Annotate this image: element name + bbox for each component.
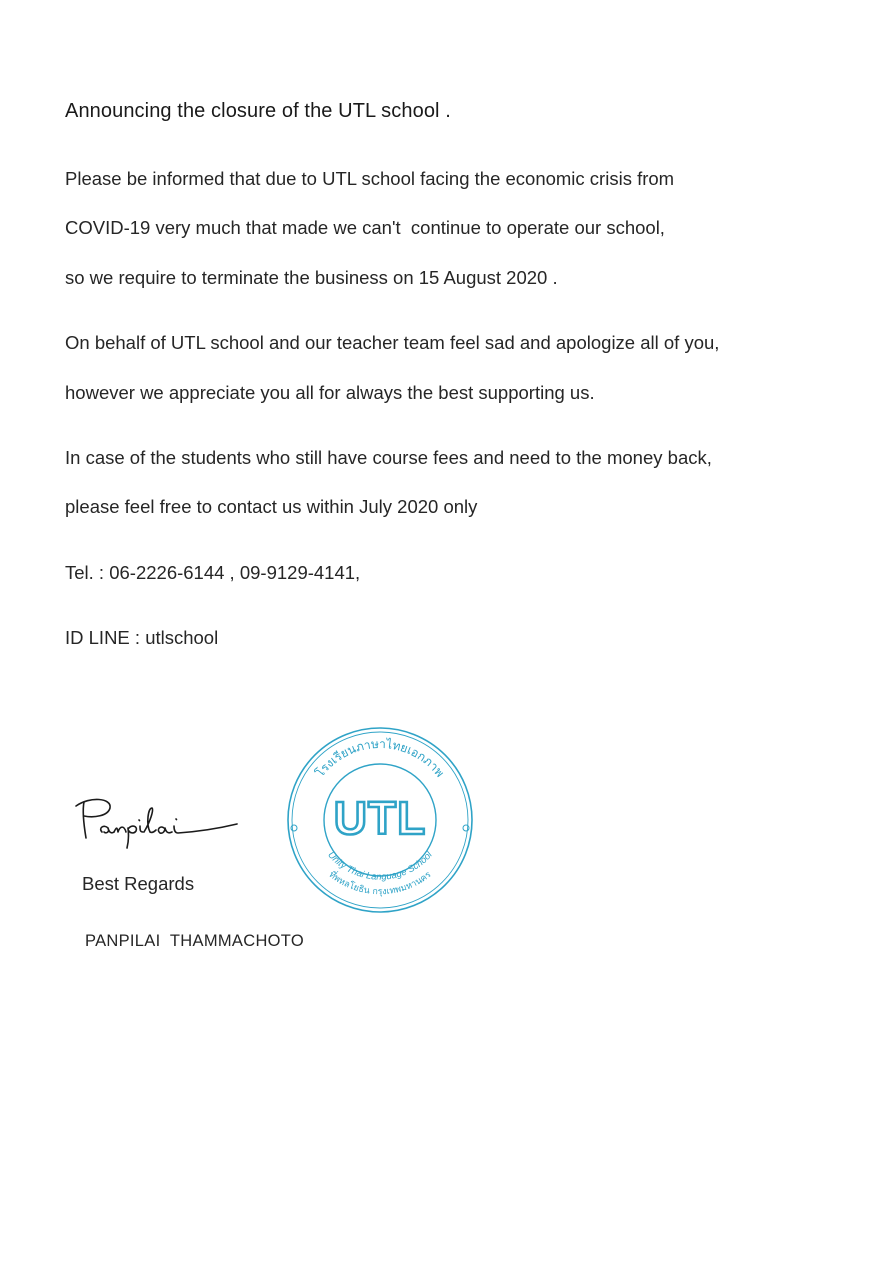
- handwritten-signature: [72, 792, 242, 852]
- stamp-top-text: โรงเรียนภาษาไทยเอกภาพ: [312, 736, 448, 780]
- body-line-2: COVID-19 very much that made we can't continue to operate our school,: [65, 217, 665, 238]
- closing-text: Best Regards: [82, 873, 195, 894]
- document-title: Announcing the closure of the UTL school .: [65, 100, 451, 122]
- stamp-bottom-thai-text: ที่พหลโยธิน กรุงเทพมหานคร: [326, 870, 434, 898]
- contact-phone: Tel. : 06-2226-6144 , 09-9129-4141,: [65, 562, 361, 583]
- body-line-1: Please be informed that due to UTL school facing the economic crisis from: [65, 168, 675, 189]
- school-stamp: [280, 720, 480, 920]
- body-line-3: so we require to terminate the business on 15 August 2020 .: [65, 267, 558, 288]
- body-line-7: please feel free to contact us within July 2020 only: [65, 496, 478, 517]
- stamp-bottom-text: Unity Thai Language School: [325, 849, 435, 883]
- body-line-6: In case of the students who still have course fees and need to the money back,: [65, 447, 712, 468]
- signatory-name: PANPILAI THAMMACHOTO: [85, 932, 305, 950]
- stamp-center-text: UTL: [333, 792, 427, 844]
- body-line-4: On behalf of UTL school and our teacher team feel sad and apologize all of you,: [65, 332, 720, 353]
- body-line-5: however we appreciate you all for always the best supporting us.: [65, 382, 595, 403]
- contact-line-id: ID LINE : utlschool: [65, 627, 219, 648]
